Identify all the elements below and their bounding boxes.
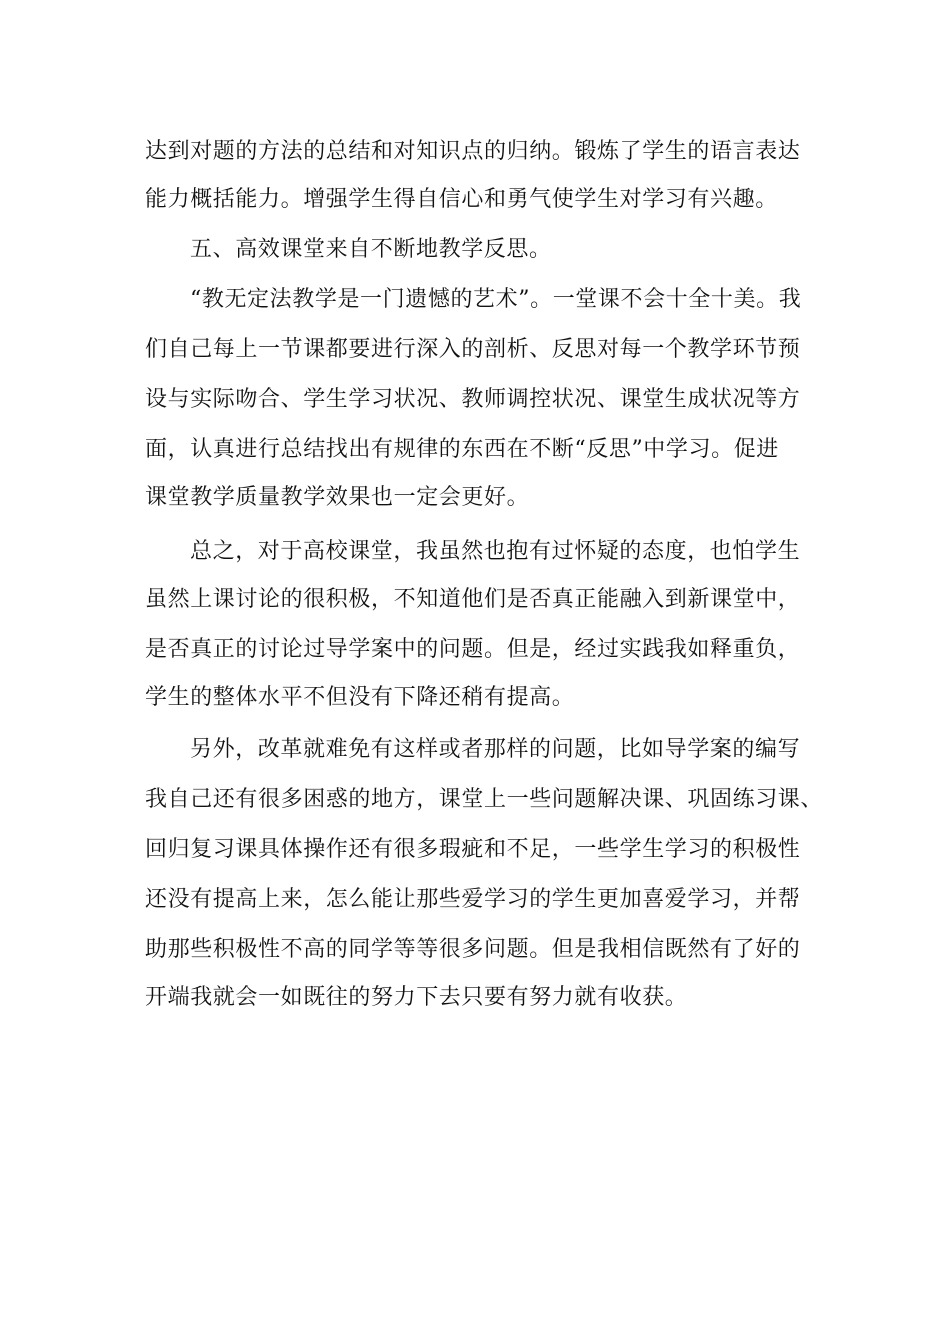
text-line: 还没有提高上来，怎么能让那些爱学习的学生更加喜爱学习，并帮: [145, 887, 801, 912]
text-line: 面，认真进行总结找出有规律的东西在不断“反思”中学习。促进: [145, 437, 779, 462]
text-line: 学生的整体水平不但没有下降还稍有提高。: [145, 685, 575, 710]
text-line: 设与实际吻合、学生学习状况、教师调控状况、课堂生成状况等方: [145, 387, 801, 412]
section-heading: 五、高效课堂来自不断地教学反思。: [190, 237, 552, 262]
text-line: 虽然上课讨论的很积极，不知道他们是否真正能融入到新课堂中，: [145, 587, 801, 612]
text-line: 们自己每上一节课都要进行深入的剖析、反思对每一个教学环节预: [145, 337, 801, 362]
text-line: 回归复习课具体操作还有很多瑕疵和不足，一些学生学习的积极性: [145, 837, 801, 862]
text-line: 助那些积极性不高的同学等等很多问题。但是我相信既然有了好的: [145, 937, 801, 962]
text-line: 能力概括能力。增强学生得自信心和勇气使学生对学习有兴趣。: [145, 187, 778, 212]
text-line: 是否真正的讨论过导学案中的问题。但是，经过实践我如释重负，: [145, 637, 801, 662]
text-line: 另外，改革就难免有这样或者那样的问题，比如导学案的编写: [190, 737, 801, 762]
text-line: 总之，对于高校课堂，我虽然也抱有过怀疑的态度，也怕学生: [190, 539, 801, 564]
text-line: 达到对题的方法的总结和对知识点的归纳。锻炼了学生的语言表达: [145, 139, 801, 164]
text-line: 开端我就会一如既往的努力下去只要有努力就有收获。: [145, 985, 688, 1010]
text-line: 课堂教学质量教学效果也一定会更好。: [145, 485, 530, 510]
text-line: “教无定法教学是一门遗憾的艺术”。一堂课不会十全十美。我: [190, 287, 802, 312]
text-line: 我自己还有很多困惑的地方，课堂上一些问题解决课、巩固练习课、: [145, 787, 824, 812]
